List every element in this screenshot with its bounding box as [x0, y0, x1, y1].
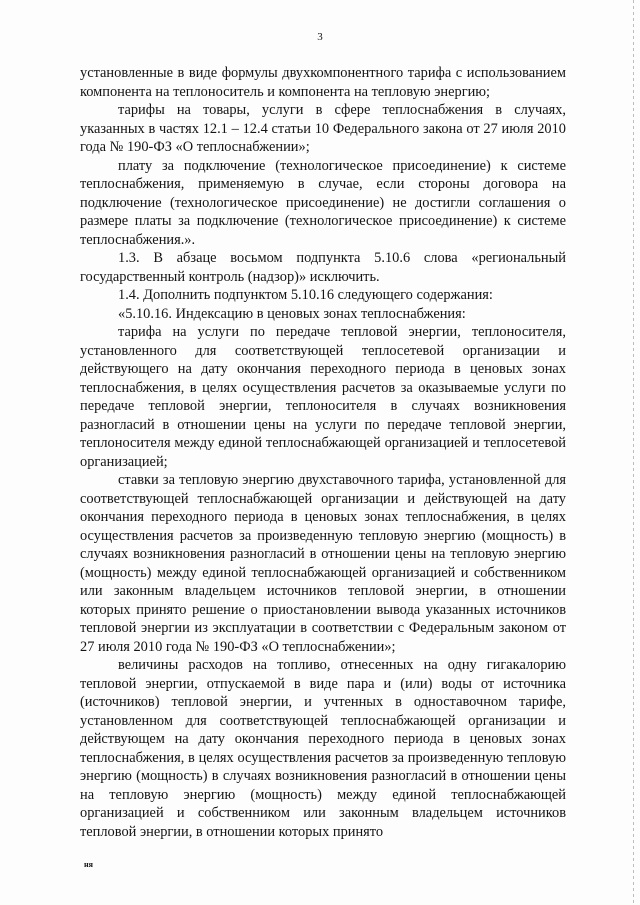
paragraph-two-rate-tariff: ставки за тепловую энергию двухставочного тарифа, установленной для соответствующей теплоснабжающей организации и действующей на дату окончания переходного периода в ценовых зонах теплоснабжения, в целях осуществления расчетов за произведенную тепловую энергию (мощность) в случаях возникновения разногласий в отношении цены на тепловую энергию (мощность) между единой теплоснабжающей организацией и собственником или законным владельцем источников тепловой энергии, в отношении которых принято решение о приостановлении вывода указанных источников тепловой энергии из эксплуатации в соответствии с Федеральным законом от 27 июля 2010 года № 190-ФЗ «О теплоснабжении»;: [80, 472, 566, 655]
paragraph-continuation: установленные в виде формулы двухкомпонентного тарифа с использованием компонента на теплоноситель и компонента на тепловую энергию;: [80, 65, 566, 100]
document-body: [80, 64, 566, 841]
paragraph-transfer-tariff: тарифа на услуги по передаче тепловой энергии, теплоносителя, установленного для соответствующей теплосетевой организации и действующего на дату окончания переходного периода в ценовых зонах теплоснабжения, в целях осуществления расчетов за оказываемые услуги по передаче тепловой энергии, теплоносителя в случаях возникновения разногласий в отношении цены на услуги по передаче тепловой энергии, теплоносителя между единой теплоснабжающей организацией и теплосетевой организацией;: [80, 324, 566, 470]
paragraph-item-1-4: 1.4. Дополнить подпунктом 5.10.16 следующего содержания:: [118, 287, 493, 303]
paragraph-connection-fee: плату за подключение (технологическое присоединение) к системе теплоснабжения, применяемую в случае, если стороны договора на подключение (технологическое присоединение) не достигли соглашения о размере платы за подключение (технологическое присоединение) к системе теплоснабжения.».: [80, 157, 566, 248]
paragraph-item-1-3: 1.3. В абзаце восьмом подпункта 5.10.6 слова «региональный государственный контроль (надзор)» исключить.: [80, 250, 566, 285]
paragraph-tariffs-cases: тарифы на товары, услуги в сфере теплоснабжения в случаях, указанных в частях 12.1 – 12.4 статьи 10 Федерального закона от 27 июля 2010 года № 190-ФЗ «О теплоснабжении»;: [80, 102, 566, 155]
paragraph-subitem-5-10-16: «5.10.16. Индексацию в ценовых зонах теплоснабжения:: [118, 305, 466, 322]
page-number: 3: [317, 31, 323, 43]
scan-edge-line: [633, 0, 634, 905]
footer-mark: ня: [84, 860, 93, 869]
paragraph-fuel-costs: величины расходов на топливо, отнесенных на одну гигакалорию тепловой энергии, отпускаемой в виде пара и (или) воды от источника (источников) тепловой энергии, и учтенных в одноставочном тарифе, установленном для соответствующей теплоснабжающей организации и действующем на дату окончания переходного периода в ценовых зонах теплоснабжения, в целях осуществления расчетов за произведенную тепловую энергию (мощность) в случаях возникновения разногласий в отношении цены на тепловую энергию (мощность) между единой теплоснабжающей организацией и собственником или законным владельцем источников тепловой энергии, в отношении которых принято: [80, 657, 566, 840]
